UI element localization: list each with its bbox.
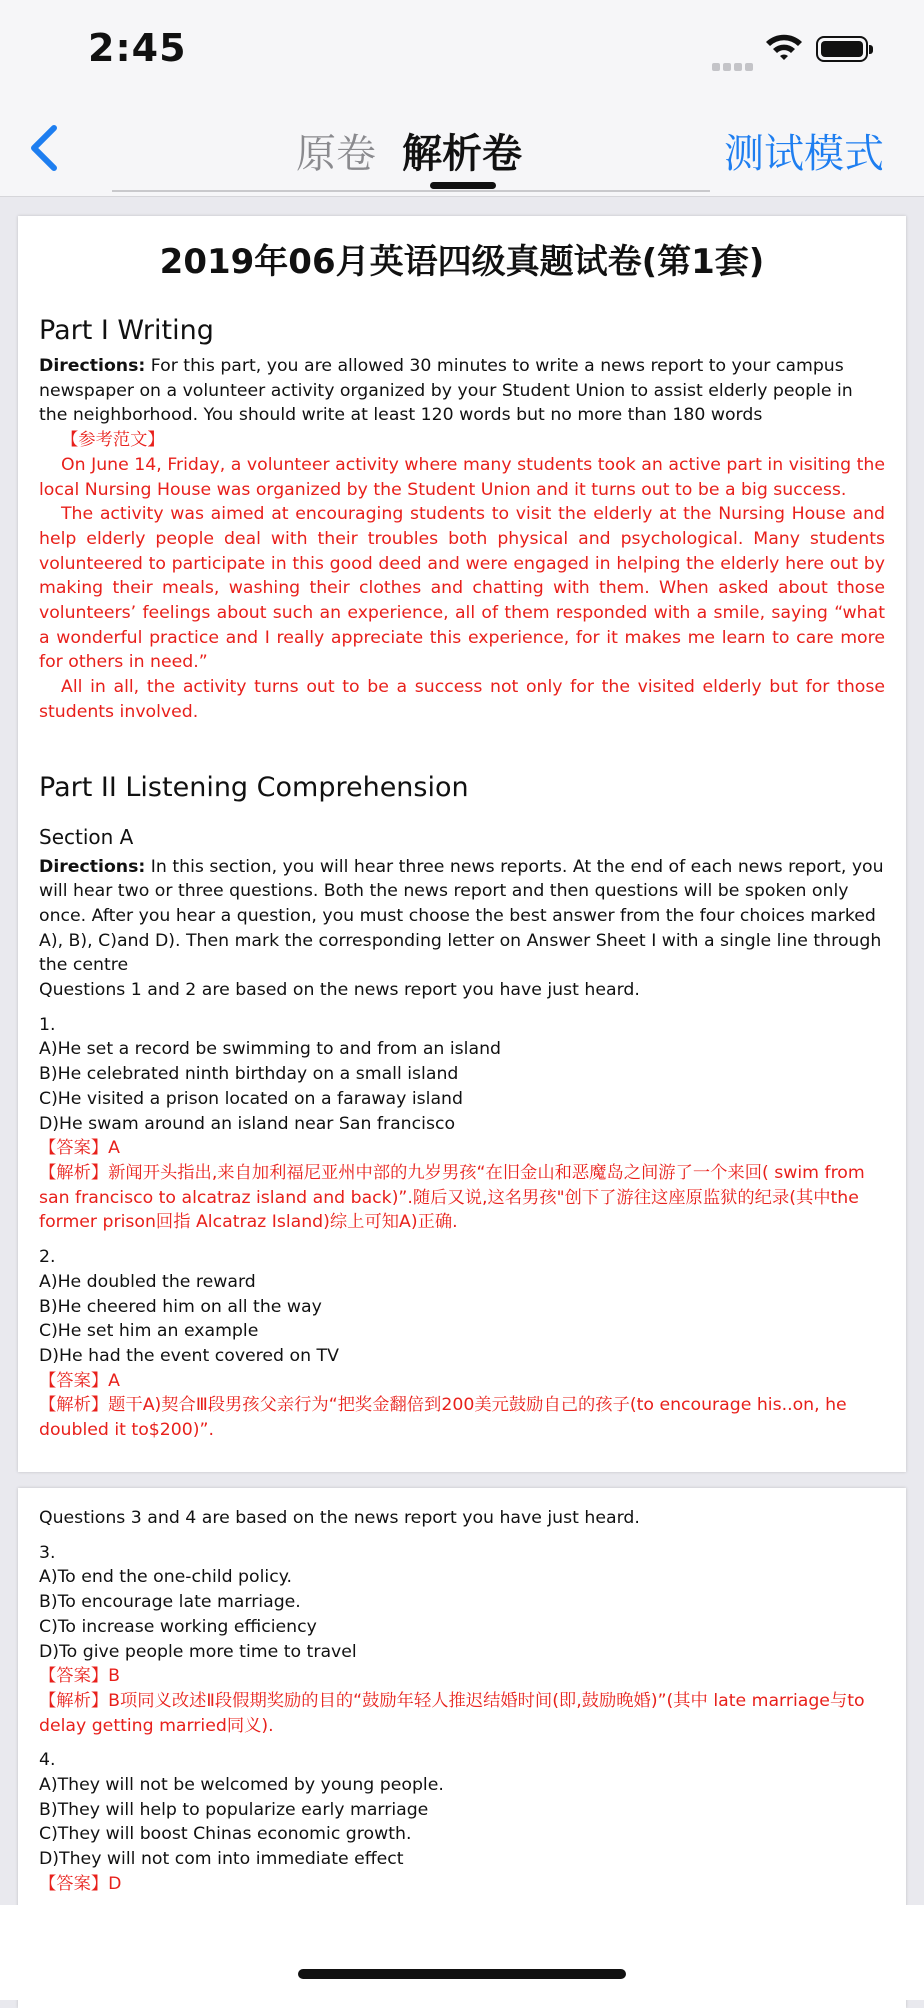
option-d: D)They will not com into immediate effect [39, 1849, 404, 1870]
option-c: C)He visited a prison located on a faraway island [39, 1088, 463, 1109]
battery-icon [816, 36, 868, 62]
home-indicator[interactable] [298, 1969, 626, 1979]
part1-heading: Part I Writing [39, 315, 214, 346]
option-a: A)To end the one-child policy. [39, 1567, 292, 1588]
answer-text: 【答案】A [39, 1138, 120, 1159]
option-c: C)To increase working efficiency [39, 1616, 317, 1637]
option-d: D)He had the event covered on TV [39, 1345, 339, 1366]
directions-text: For this part, you are allowed 30 minutes to write a news report to your campus newspaper on a volunteer activity organized by your Student Union to assist elderly people in the neighborhood. You should write at least 120 words but no more than 180 words [39, 356, 853, 426]
answer-text: 【答案】A [39, 1370, 120, 1391]
part2-heading: Part II Listening Comprehension [39, 771, 469, 803]
option-b: B)He celebrated ninth birthday on a small island [39, 1064, 459, 1085]
option-c: C)They will boost Chinas economic growth. [39, 1824, 412, 1845]
answer-text: 【答案】D [39, 1873, 122, 1894]
part2-directions [39, 855, 885, 979]
essay-paragraph: On June 14, Friday, a volunteer activity where many students took an active part in visiting the local Nursing House was organized by the Student Union and it turns out to be a big success. [39, 454, 885, 500]
option-c: C)He set him an example [39, 1321, 259, 1342]
option-d: D)He swam around an island near San francisco [39, 1113, 456, 1134]
question-group-intro: Questions 3 and 4 are based on the news report you have just heard. [39, 1508, 640, 1528]
tab-original-paper[interactable]: 原卷 [296, 131, 376, 177]
test-mode-button[interactable]: 测试模式 [724, 131, 884, 177]
back-button[interactable] [22, 120, 68, 176]
option-b: B)To encourage late marriage. [39, 1592, 301, 1613]
reference-label: 【参考范文】 [61, 430, 165, 451]
option-a: A)He doubled the reward [39, 1271, 256, 1292]
tab-indicator [430, 182, 496, 189]
question-number: 1. [39, 1014, 56, 1035]
chevron-left-icon [22, 120, 68, 176]
tab-bar [112, 100, 710, 192]
question-block [39, 1748, 885, 1896]
bottom-safe-area [0, 1905, 924, 2000]
question-number: 3. [39, 1542, 56, 1563]
status-bar [0, 0, 924, 100]
wifi-icon [764, 32, 804, 62]
option-a: A)He set a record be swimming to and from an island [39, 1039, 501, 1060]
question-block [39, 1013, 885, 1235]
navigation-bar [0, 100, 924, 197]
option-d: D)To give people more time to travel [39, 1641, 357, 1662]
question-block [39, 1245, 885, 1443]
analysis-text: 【解析】新闻开头指出,来自加利福尼亚州中部的九岁男孩“在旧金山和恶魔岛之间游了一个来回( swim from san francisco to alcatraz island and back)”.随后又说,这名男孩"创下了游往这座原监狱的纪录(其中the former prison回指 Alcatraz Island)综上可知A)正确. [39, 1162, 865, 1233]
directions-label: Directions: [39, 356, 146, 376]
question-number: 4. [39, 1750, 56, 1771]
directions-text: In this section, you will hear three news reports. At the end of each news report, you will hear two or three questions. Both the news report and then questions will be spoken only once. After you hear a question, you must choose the best answer from the four choices marked A), B), C)and D). Then mark the corresponding letter on Answer Sheet I with a single line through the centre [39, 856, 884, 976]
essay-paragraph: All in all, the activity turns out to be a success not only for the visited elderly but for those students involved. [39, 677, 885, 722]
cellular-signal-icon [712, 56, 758, 66]
question-group-intro: Questions 1 and 2 are based on the news report you have just heard. [39, 980, 640, 1001]
essay-paragraph: The activity was aimed at encouraging students to visit the elderly at the Nursing House and help elderly people deal with their troubles both physical and psychological. Many students volunteered to participate in this good deed and were engaged in helping the elderly here out by making their meals, washing their clothes and chatting with them. When asked about those volunteers’ feelings about such an experience, all of them responded with a smile, saying “what a wonderful practice and I really appreciate this experience, for it makes me learn to care more for others in need.” [39, 504, 885, 673]
analysis-text: 【解析】B项同义改述Ⅱ段假期奖励的目的“鼓励年轻人推迟结婚时间(即,鼓励晚婚)”(其中 late marriage与to delay getting married同义). [39, 1690, 865, 1736]
document-title: 2019年06月英语四级真题试卷(第1套) [159, 242, 765, 282]
option-b: B)They will help to popularize early marriage [39, 1799, 429, 1820]
tab-analysis-paper[interactable]: 解析卷 [402, 131, 522, 177]
part1-directions [39, 354, 885, 428]
question-number: 2. [39, 1247, 56, 1268]
analysis-text: 【解析】题干A)契合Ⅲ段男孩父亲行为“把奖金翻倍到200美元鼓励自己的孩子(to encourage his..on, he doubled it to$200)”. [39, 1395, 847, 1441]
section-heading: Section A [39, 824, 134, 849]
document-card [18, 216, 906, 1472]
directions-label: Directions: [39, 856, 146, 877]
question-block [39, 1541, 885, 1739]
status-time: 2:45 [88, 26, 187, 70]
answer-text: 【答案】B [39, 1666, 120, 1687]
option-a: A)They will not be welcomed by young people. [39, 1775, 444, 1796]
option-b: B)He cheered him on all the way [39, 1296, 322, 1317]
